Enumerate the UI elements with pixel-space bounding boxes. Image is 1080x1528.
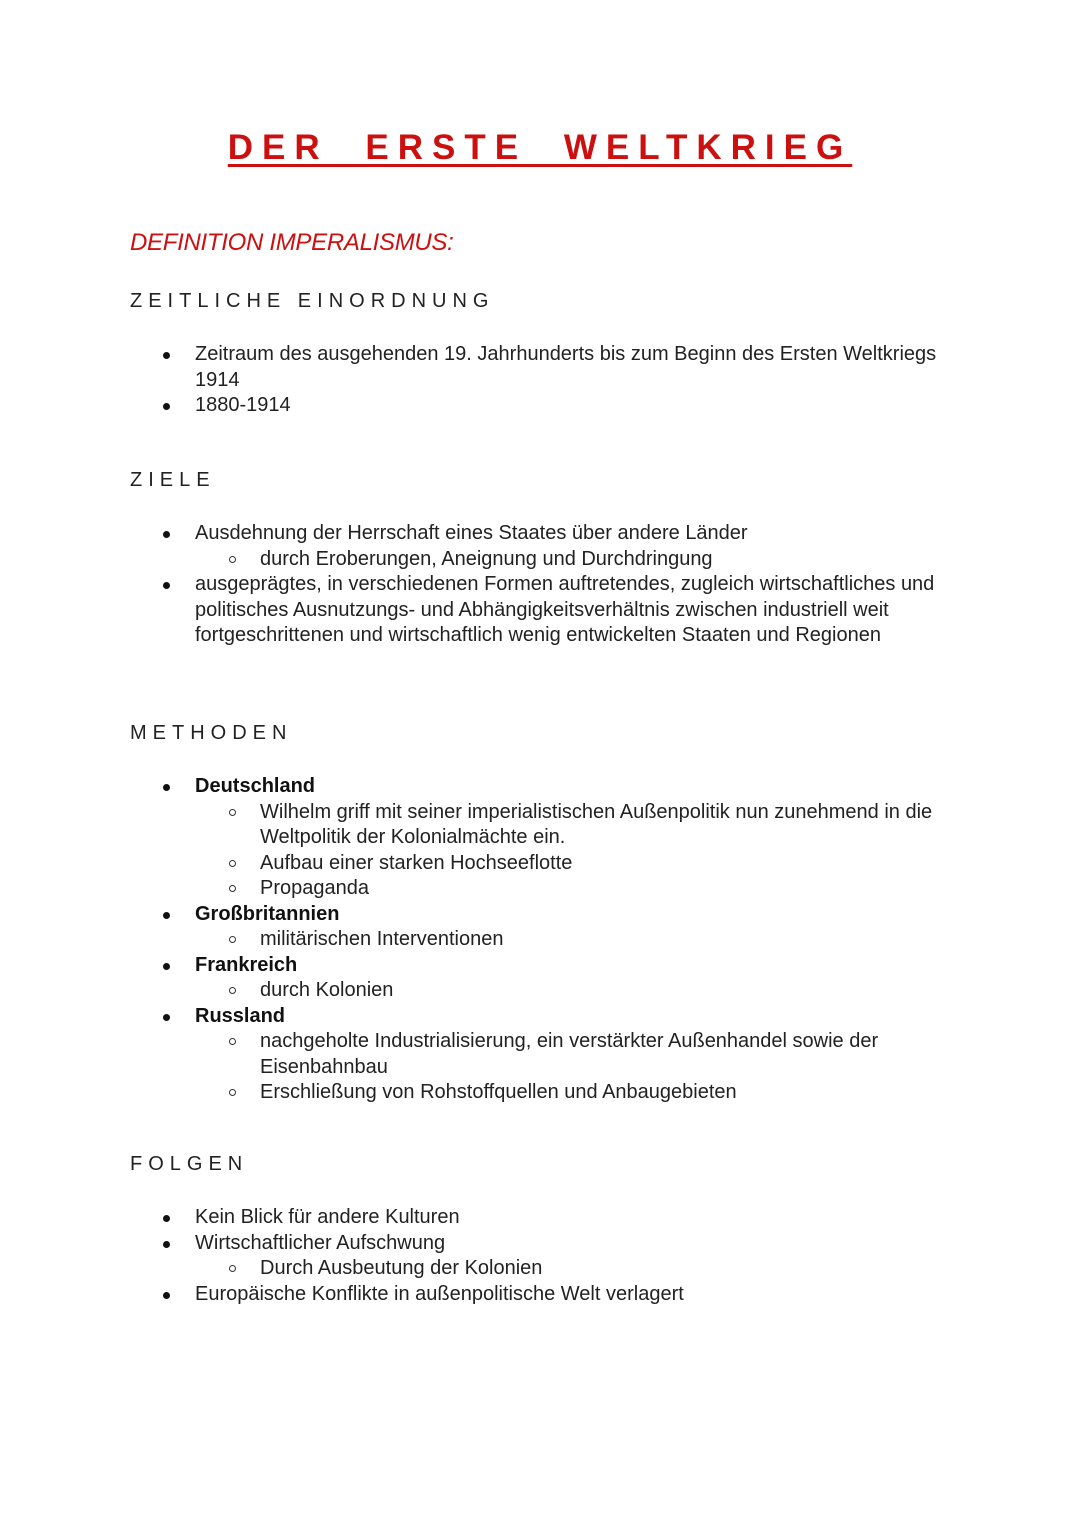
bullet-icon: [163, 963, 170, 970]
sub-list: [195, 800, 960, 902]
country-label: Deutschland: [195, 775, 316, 797]
bullet-icon: [163, 1014, 170, 1021]
sub-list-item: [195, 1256, 960, 1282]
list-item: [130, 774, 960, 902]
section-heading: ZIELE: [130, 469, 216, 491]
circle-bullet-icon: [229, 860, 236, 867]
sub-item-text: Wilhelm griff mit seiner imperialistischen Außenpolitik nun zunehmend in die Weltpolitik der Kolonialmächte ein.: [260, 800, 933, 848]
sub-list: [195, 1029, 960, 1106]
bullet-list: [130, 774, 960, 1106]
sub-list: [195, 1256, 960, 1282]
section-ziele: [130, 468, 960, 649]
circle-bullet-icon: [229, 1089, 236, 1096]
sub-item-text: Erschließung von Rohstoffquellen und Anbaugebieten: [260, 1081, 737, 1103]
bullet-icon: [163, 1215, 170, 1222]
country-label: Frankreich: [195, 953, 298, 976]
circle-bullet-icon: [229, 936, 236, 943]
sub-list: [195, 927, 960, 953]
sub-item-text: durch Kolonien: [260, 979, 394, 1001]
sub-list-item: [195, 1029, 960, 1080]
circle-bullet-icon: [229, 1038, 236, 1045]
section-heading: METHODEN: [130, 722, 293, 744]
list-item: [130, 1205, 960, 1231]
list-item: [130, 953, 960, 1004]
circle-bullet-icon: [229, 1265, 236, 1272]
sub-item-text: nachgeholte Industrialisierung, ein verstärkter Außenhandel sowie der Eisenbahnbau: [260, 1030, 879, 1078]
sub-list: [195, 978, 960, 1004]
sub-list-item: [195, 876, 960, 902]
sub-item-text: durch Eroberungen, Aneignung und Durchdringung: [260, 547, 713, 570]
list-item-text: 1880-1914: [195, 394, 291, 416]
page-title: DER ERSTE WELTKRIEG: [227, 128, 853, 167]
list-item-text: Europäische Konflikte in außenpolitische Welt verlagert: [195, 1282, 684, 1305]
list-item: [130, 1004, 960, 1106]
sub-list-item: [195, 547, 960, 573]
page-title-wrap: [0, 128, 1080, 168]
sub-item-text: Durch Ausbeutung der Kolonien: [260, 1257, 543, 1279]
country-label: Russland: [195, 1004, 286, 1027]
bullet-icon: [163, 352, 170, 359]
sub-item-text: Aufbau einer starken Hochseeflotte: [260, 851, 573, 874]
sub-list-item: [195, 851, 960, 877]
bullet-icon: [163, 912, 170, 919]
sub-item-text: militärischen Interventionen: [260, 928, 504, 950]
list-item: [130, 572, 960, 649]
sub-list-item: [195, 1080, 960, 1106]
section-folgen: [130, 1152, 960, 1307]
bullet-icon: [163, 582, 170, 589]
list-item-text: ausgeprägtes, in verschiedenen Formen auftretendes, zugleich wirtschaftliches und politisches Ausnutzungs- und Abhängigkeitsverhältnis zwischen industriell weit fortgeschrittenen und wirtschaftlich wenig entwickelten Staaten und Regionen: [195, 573, 935, 646]
list-item-text: Ausdehnung der Herrschaft eines Staates über andere Länder: [195, 522, 748, 544]
list-item-text: Zeitraum des ausgehenden 19. Jahrhunderts bis zum Beginn des Ersten Weltkriegs 1914: [195, 343, 937, 391]
section-heading: FOLGEN: [130, 1153, 249, 1175]
bullet-icon: [163, 784, 170, 791]
bullet-list: [130, 342, 960, 419]
list-item: [130, 342, 960, 393]
list-item: [130, 521, 960, 572]
definition-heading: DEFINITION IMPERALISMUS:: [130, 229, 454, 256]
circle-bullet-icon: [229, 809, 236, 816]
sub-list-item: [195, 800, 960, 851]
list-item: [130, 393, 960, 419]
bullet-icon: [163, 531, 170, 538]
bullet-list: [130, 521, 960, 649]
country-label: Großbritannien: [195, 902, 340, 925]
bullet-icon: [163, 1292, 170, 1299]
sub-list-item: [195, 927, 960, 953]
bullet-icon: [163, 403, 170, 410]
section-zeitliche-einordnung: [130, 289, 960, 419]
bullet-icon: [163, 1241, 170, 1248]
section-heading: ZEITLICHE EINORDNUNG: [130, 290, 495, 312]
bullet-list: [130, 1205, 960, 1307]
list-item: [130, 902, 960, 953]
list-item: [130, 1282, 960, 1308]
sub-list-item: [195, 978, 960, 1004]
list-item: [130, 1231, 960, 1282]
circle-bullet-icon: [229, 987, 236, 994]
sub-item-text: Propaganda: [260, 877, 369, 899]
list-item-text: Wirtschaftlicher Aufschwung: [195, 1231, 446, 1254]
circle-bullet-icon: [229, 885, 236, 892]
section-methoden: [130, 721, 960, 1106]
circle-bullet-icon: [229, 556, 236, 563]
sub-list: [195, 547, 960, 573]
list-item-text: Kein Blick für andere Kulturen: [195, 1206, 460, 1228]
